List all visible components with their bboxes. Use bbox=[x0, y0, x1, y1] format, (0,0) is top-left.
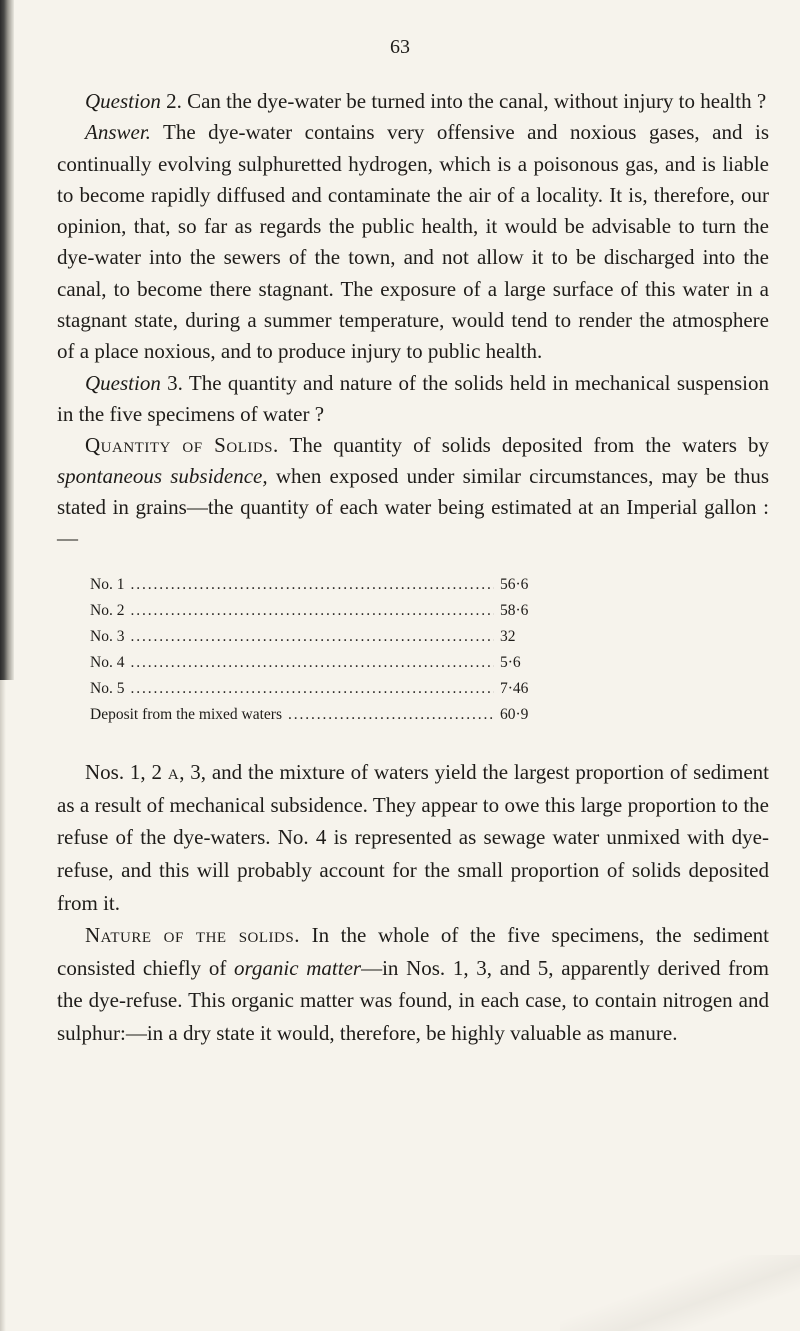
dot-leader bbox=[130, 602, 494, 620]
page-body bbox=[57, 86, 769, 1050]
page-binding-shadow bbox=[0, 680, 6, 1331]
quantity-text-1: The quantity of solids deposited from the waters by bbox=[278, 433, 769, 458]
question-3-text: 3. The quantity and nature of the solids held in mechanical suspension in the five specimens of water ? bbox=[57, 370, 769, 426]
nos-text-1: Nos. 1, 2 bbox=[85, 760, 168, 785]
row-label: No. 1 bbox=[90, 576, 125, 594]
dot-leader bbox=[130, 680, 494, 698]
row-label: Deposit from the mixed waters bbox=[90, 706, 282, 724]
dot-leader bbox=[130, 576, 494, 594]
table-row bbox=[90, 706, 540, 732]
nature-emphasis: organic matter bbox=[234, 955, 362, 980]
row-value: 60·9 bbox=[500, 706, 529, 724]
dot-leader bbox=[130, 654, 494, 672]
row-value: 5·6 bbox=[500, 654, 521, 672]
question-3-label: Question bbox=[85, 370, 161, 395]
nos-smallcap: a bbox=[167, 760, 180, 785]
nos-text-2: , 3, and the mixture of waters yield the largest proportion of sediment as a result of mechanical subsidence. They appear to owe this large proportion to the refuse of the dye-waters. No. 4 is represented as sewage water unmixed with dye-refuse, and this will probably account for the small proportion of solids deposited from it. bbox=[57, 760, 769, 915]
nature-text-2: —in Nos. 1, 3, and 5, apparently derived from the dye-refuse. This organic matter was found, in each case, to contain nitrogen and sulphur:—in a dry state it would, therefore, be highly valuable as manure. bbox=[57, 955, 769, 1046]
table-row bbox=[90, 628, 540, 654]
answer-text: The dye-water contains very offensive and noxious gases, and is continually evolving sulphuretted hydrogen, which is a poisonous gas, and is liable to become rapidly diffused and contaminate the air of a locality. It is, therefore, our opinion, that, so far as regards the public health, it would be advisable to turn the dye-water into the sewers of the town, and not allow it to be discharged into the canal, to become there stagnant. The exposure of a large surface of this water in a stagnant state, during a summer temperature, would tend to render the atmosphere of a place noxious, and to produce injury to public health. bbox=[57, 120, 769, 364]
paper-stain bbox=[560, 1255, 800, 1331]
table-row bbox=[90, 576, 540, 602]
row-label: No. 5 bbox=[90, 680, 125, 698]
row-value: 32 bbox=[500, 628, 516, 646]
nature-text-1: In the whole of the five specimens, the sediment consisted chiefly of bbox=[57, 923, 769, 980]
row-label: No. 2 bbox=[90, 602, 125, 620]
nos-paragraph bbox=[57, 756, 769, 919]
table-row bbox=[90, 680, 540, 706]
solids-table bbox=[57, 576, 540, 732]
quantity-text-2: when exposed under similar circumstances, may be thus stated in grains—the quantity of each water being estimated at an Imperial gallon :— bbox=[57, 464, 769, 551]
question-2-paragraph bbox=[57, 86, 769, 117]
row-value: 58·6 bbox=[500, 602, 529, 620]
row-value: 56·6 bbox=[500, 576, 529, 594]
table-row bbox=[90, 602, 540, 628]
row-value: 7·46 bbox=[500, 680, 529, 698]
table-row bbox=[90, 654, 540, 680]
quantity-of-solids-heading: Quantity of Solids. bbox=[85, 433, 279, 458]
quantity-of-solids-paragraph bbox=[57, 430, 769, 554]
row-label: No. 3 bbox=[90, 628, 125, 646]
dot-leader bbox=[288, 706, 494, 724]
page-binding-edge bbox=[0, 0, 14, 680]
nature-of-solids-heading: Nature of the solids. bbox=[85, 923, 300, 948]
answer-label: Answer. bbox=[85, 120, 151, 145]
answer-paragraph bbox=[57, 117, 769, 367]
quantity-emphasis: spontaneous subsidence, bbox=[57, 464, 268, 489]
row-label: No. 4 bbox=[90, 654, 125, 672]
question-2-label: Question bbox=[85, 89, 161, 113]
nature-of-solids-paragraph bbox=[57, 919, 769, 1049]
dot-leader bbox=[130, 628, 494, 646]
lower-section bbox=[57, 756, 769, 1049]
page-number: 63 bbox=[390, 36, 410, 58]
question-2-text: 2. Can the dye-water be turned into the canal, without injury to health ? bbox=[160, 89, 767, 113]
question-3-paragraph bbox=[57, 368, 769, 431]
